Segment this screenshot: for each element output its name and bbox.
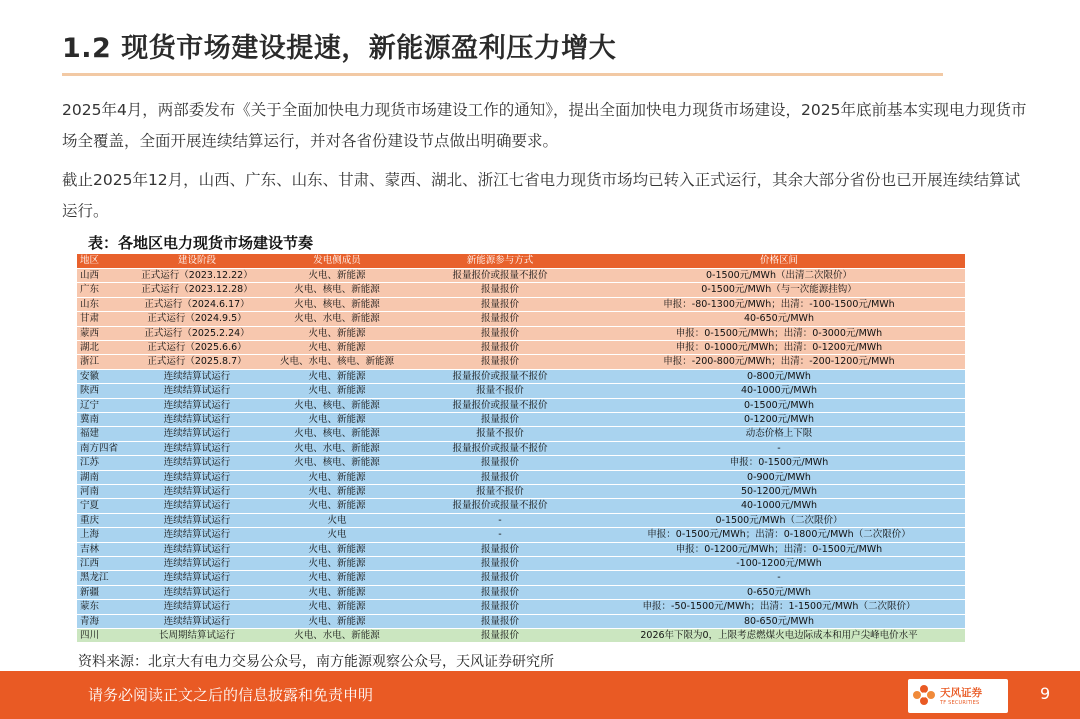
cell-price-range: 2026年下限为0，上限考虑燃煤火电边际成本和用户尖峰电价水平 [593,629,965,643]
cell-stage: 连续结算试运行 [127,557,267,571]
table-row [77,268,965,282]
table-row [77,398,965,412]
cell-stage: 长周期结算试运行 [127,629,267,643]
table-row [77,340,965,354]
cell-stage: 正式运行（2023.12.22） [127,268,267,282]
flower-logo-icon [912,683,936,709]
cell-renewable-mode: 报量报价或报量不报价 [407,499,593,513]
table-row [77,384,965,398]
cell-generators: 火电、水电、新能源 [267,312,407,326]
paragraph-status: 截止2025年12月，山西、广东、山东、甘肃、蒙西、湖北、浙江七省电力现货市场均已转入正式运行，其余大部分省份也已开展连续结算试运行。 [62,171,1021,220]
cell-price-range: 40-650元/MWh [593,312,965,326]
cell-price-range: - [593,441,965,455]
cell-generators: 火电、新能源 [267,369,407,383]
cell-generators: 火电、核电、新能源 [267,456,407,470]
cell-renewable-mode: 报量不报价 [407,484,593,498]
cell-renewable-mode: 报量报价 [407,412,593,426]
cell-region: 湖北 [77,340,127,354]
logo-name: 天风证券 [940,687,982,699]
cell-price-range: 0-1500元/MWh（出清二次限价） [593,268,965,282]
cell-region: 湖南 [77,470,127,484]
cell-region: 冀南 [77,412,127,426]
cell-price-range: 申报：-200-800元/MWh；出清：-200-1200元/MWh [593,355,965,369]
cell-stage: 正式运行（2025.8.7） [127,355,267,369]
cell-region: 蒙西 [77,326,127,340]
cell-generators: 火电、新能源 [267,326,407,340]
table-row [77,369,965,383]
cell-stage: 连续结算试运行 [127,484,267,498]
table-row [77,441,965,455]
header-renewable-mode: 新能源参与方式 [407,254,593,268]
cell-generators: 火电、新能源 [267,384,407,398]
cell-price-range: 0-650元/MWh [593,585,965,599]
cell-region: 辽宁 [77,398,127,412]
cell-region: 黑龙江 [77,571,127,585]
cell-price-range: 申报：0-1500元/MWh；出清：0-3000元/MWh [593,326,965,340]
cell-stage: 连续结算试运行 [127,369,267,383]
table-row [77,412,965,426]
title-divider [62,73,943,76]
cell-region: 宁夏 [77,499,127,513]
table-row [77,297,965,311]
cell-renewable-mode: 报量报价或报量不报价 [407,441,593,455]
table-row [77,528,965,542]
cell-renewable-mode: 报量报价 [407,600,593,614]
cell-price-range: 0-1500元/MWh（与一次能源挂钩） [593,283,965,297]
cell-generators: 火电、新能源 [267,470,407,484]
header-stage: 建设阶段 [127,254,267,268]
cell-generators: 火电、新能源 [267,542,407,556]
cell-stage: 连续结算试运行 [127,585,267,599]
source-note: 资料来源：北京大有电力交易公众号，南方能源观察公众号，天风证券研究所 [78,654,554,670]
cell-price-range: 动态价格上下限 [593,427,965,441]
cell-stage: 连续结算试运行 [127,384,267,398]
company-logo [908,679,1008,713]
table-row [77,470,965,484]
cell-generators: 火电、水电、新能源 [267,629,407,643]
cell-stage: 连续结算试运行 [127,398,267,412]
header-region: 地区 [77,254,127,268]
cell-price-range: 申报：0-1500元/MWh；出清：0-1800元/MWh（二次限价） [593,528,965,542]
cell-region: 山东 [77,297,127,311]
table-row [77,585,965,599]
cell-generators: 火电、新能源 [267,268,407,282]
cell-renewable-mode: 报量报价 [407,283,593,297]
cell-generators: 火电、核电、新能源 [267,427,407,441]
cell-stage: 连续结算试运行 [127,499,267,513]
cell-generators: 火电 [267,528,407,542]
cell-renewable-mode: 报量报价 [407,456,593,470]
table-row [77,513,965,527]
cell-generators: 火电、水电、新能源 [267,441,407,455]
cell-region: 陕西 [77,384,127,398]
cell-price-range: 0-900元/MWh [593,470,965,484]
table-row [77,600,965,614]
cell-renewable-mode: 报量报价 [407,355,593,369]
cell-region: 上海 [77,528,127,542]
cell-generators: 火电、新能源 [267,571,407,585]
cell-generators: 火电、新能源 [267,412,407,426]
cell-stage: 连续结算试运行 [127,513,267,527]
cell-generators: 火电、水电、核电、新能源 [267,355,407,369]
cell-renewable-mode: 报量报价 [407,614,593,628]
table-caption: 表：各地区电力现货市场建设节奏 [88,234,314,252]
cell-generators: 火电、新能源 [267,557,407,571]
cell-price-range: 申报：0-1000元/MWh；出清：0-1200元/MWh [593,340,965,354]
paragraph-policy: 2025年4月，两部委发布《关于全面加快电力现货市场建设工作的通知》，提出全面加快电力现货市场建设，2025年底前基本实现电力现货市场全覆盖，全面开展连续结算运行，并对各省份建设节点做出明确要求。 [62,101,1027,150]
header-generators: 发电侧成员 [267,254,407,268]
cell-region: 甘肃 [77,312,127,326]
cell-renewable-mode: 报量报价 [407,585,593,599]
cell-price-range: -100-1200元/MWh [593,557,965,571]
table-row [77,326,965,340]
cell-price-range: 0-1500元/MWh（二次限价） [593,513,965,527]
cell-price-range: 申报：0-1200元/MWh；出清：0-1500元/MWh [593,542,965,556]
cell-region: 南方四省 [77,441,127,455]
cell-price-range: 50-1200元/MWh [593,484,965,498]
table-row [77,355,965,369]
cell-stage: 连续结算试运行 [127,427,267,441]
cell-generators: 火电、新能源 [267,600,407,614]
cell-stage: 连续结算试运行 [127,456,267,470]
cell-renewable-mode: 报量报价 [407,629,593,643]
cell-stage: 连续结算试运行 [127,412,267,426]
cell-renewable-mode: 报量报价 [407,557,593,571]
cell-renewable-mode: 报量报价或报量不报价 [407,398,593,412]
cell-generators: 火电、新能源 [267,340,407,354]
cell-region: 广东 [77,283,127,297]
table-row [77,283,965,297]
cell-generators: 火电、新能源 [267,585,407,599]
table-row [77,557,965,571]
cell-renewable-mode: 报量报价 [407,297,593,311]
cell-renewable-mode: 报量报价 [407,340,593,354]
cell-stage: 正式运行（2024.9.5） [127,312,267,326]
cell-renewable-mode: 报量报价 [407,312,593,326]
cell-stage: 连续结算试运行 [127,600,267,614]
table-row [77,312,965,326]
cell-region: 安徽 [77,369,127,383]
logo-subtitle: TF SECURITIES [940,700,980,706]
cell-renewable-mode: 报量报价或报量不报价 [407,268,593,282]
cell-stage: 正式运行（2023.12.28） [127,283,267,297]
cell-price-range: 申报：-50-1500元/MWh；出清：1-1500元/MWh（二次限价） [593,600,965,614]
table-row [77,542,965,556]
table-row [77,629,965,643]
cell-region: 江西 [77,557,127,571]
table-header-row [77,254,965,268]
cell-renewable-mode: 报量报价 [407,326,593,340]
cell-renewable-mode: - [407,513,593,527]
cell-region: 福建 [77,427,127,441]
cell-renewable-mode: 报量不报价 [407,427,593,441]
cell-stage: 连续结算试运行 [127,614,267,628]
cell-generators: 火电、新能源 [267,484,407,498]
table-row [77,456,965,470]
cell-region: 新疆 [77,585,127,599]
cell-price-range: 申报：-80-1300元/MWh；出清：-100-1500元/MWh [593,297,965,311]
cell-renewable-mode: 报量报价 [407,542,593,556]
table-row [77,614,965,628]
cell-renewable-mode: 报量报价 [407,571,593,585]
page-number: 9 [1040,684,1051,703]
spot-market-table [77,254,965,643]
cell-stage: 连续结算试运行 [127,571,267,585]
table-row [77,427,965,441]
cell-region: 江苏 [77,456,127,470]
cell-generators: 火电、核电、新能源 [267,297,407,311]
cell-generators: 火电、核电、新能源 [267,398,407,412]
cell-region: 蒙东 [77,600,127,614]
cell-stage: 连续结算试运行 [127,470,267,484]
cell-generators: 火电、新能源 [267,499,407,513]
cell-renewable-mode: 报量报价 [407,470,593,484]
cell-generators: 火电 [267,513,407,527]
cell-renewable-mode: - [407,528,593,542]
cell-price-range: 0-800元/MWh [593,369,965,383]
cell-stage: 正式运行（2025.6.6） [127,340,267,354]
disclaimer-text: 请务必阅读正文之后的信息披露和免责申明 [88,686,374,704]
cell-price-range: 40-1000元/MWh [593,384,965,398]
cell-generators: 火电、核电、新能源 [267,283,407,297]
table-row [77,484,965,498]
cell-region: 四川 [77,629,127,643]
slide-title: 1.2 现货市场建设提速，新能源盈利压力增大 [62,33,617,64]
table-row [77,499,965,513]
cell-stage: 连续结算试运行 [127,542,267,556]
cell-region: 吉林 [77,542,127,556]
cell-region: 河南 [77,484,127,498]
cell-region: 青海 [77,614,127,628]
cell-region: 浙江 [77,355,127,369]
cell-stage: 连续结算试运行 [127,528,267,542]
cell-price-range: - [593,571,965,585]
table-row [77,571,965,585]
cell-price-range: 申报：0-1500元/MWh [593,456,965,470]
header-price-range: 价格区间 [593,254,965,268]
cell-generators: 火电、新能源 [267,614,407,628]
cell-stage: 正式运行（2024.6.17） [127,297,267,311]
cell-region: 重庆 [77,513,127,527]
cell-price-range: 80-650元/MWh [593,614,965,628]
cell-stage: 连续结算试运行 [127,441,267,455]
cell-stage: 正式运行（2025.2.24） [127,326,267,340]
cell-renewable-mode: 报量报价或报量不报价 [407,369,593,383]
cell-price-range: 0-1500元/MWh [593,398,965,412]
cell-region: 山西 [77,268,127,282]
table-body [77,268,965,643]
cell-price-range: 0-1200元/MWh [593,412,965,426]
cell-price-range: 40-1000元/MWh [593,499,965,513]
cell-renewable-mode: 报量不报价 [407,384,593,398]
